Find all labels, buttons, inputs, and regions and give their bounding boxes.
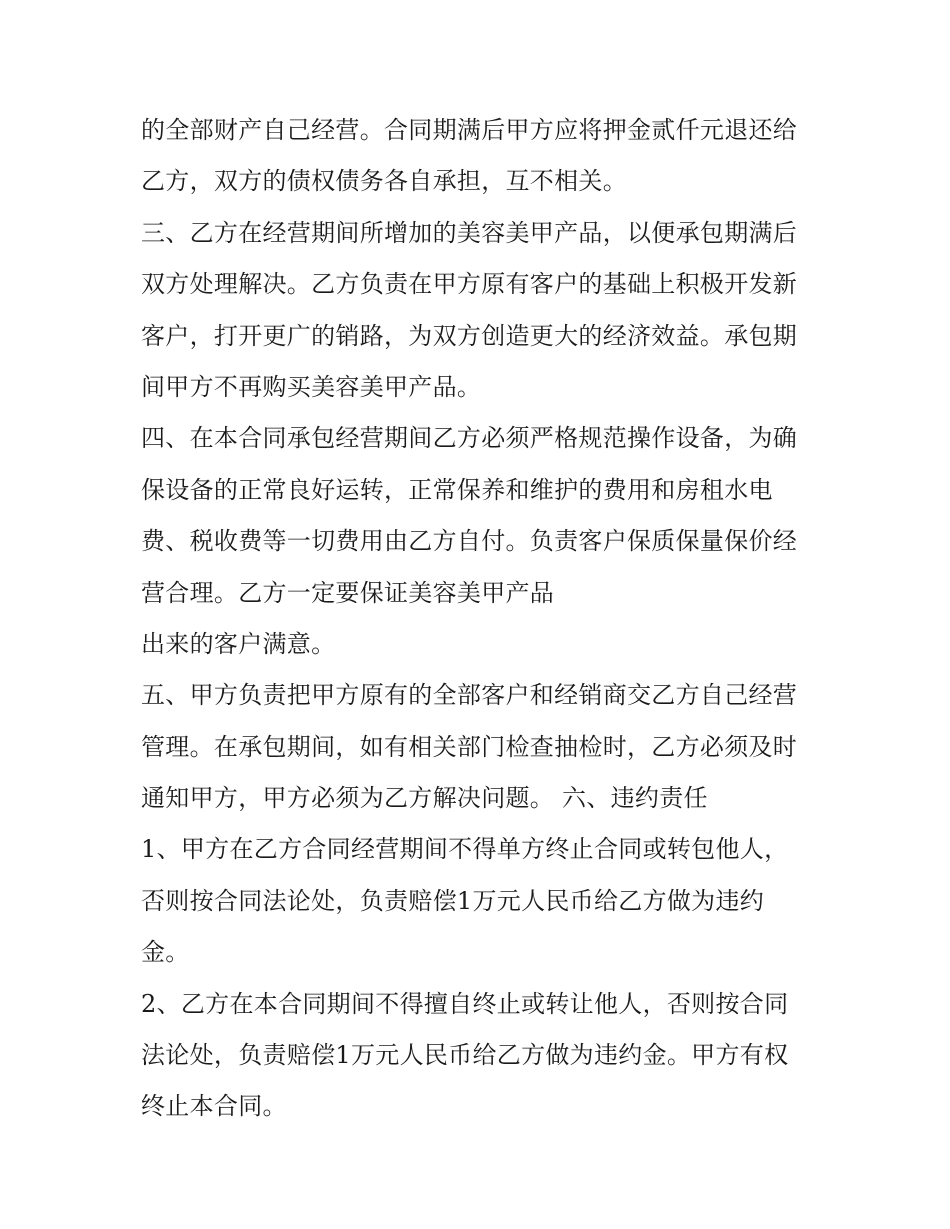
- clause-4-line: 四、在本合同承包经营期间乙方必须严格规范操作设备，为确: [141, 424, 798, 453]
- text-line: 乙方，双方的债权债务各自承担，互不相关。: [141, 167, 627, 196]
- text-line: 否则按合同法论处，负责赔偿1万元人民币给乙方做为违约: [141, 886, 765, 915]
- contract-text-body: [141, 105, 821, 1133]
- text-line: 出来的客户满意。: [141, 629, 336, 658]
- text-line: 保设备的正常良好运转，正常保养和维护的费用和房租水电: [141, 475, 773, 504]
- liability-item-1-line: 1、甲方在乙方合同经营期间不得单方终止合同或转包他人，: [141, 835, 789, 864]
- text-line: 客户，打开更广的销路，为双方创造更大的经济效益。承包期: [141, 321, 798, 350]
- text-line: 的全部财产自己经营。合同期满后甲方应将押金贰仟元退还给: [141, 116, 798, 144]
- liability-item-2-line: 2、乙方在本合同期间不得擅自终止或转让他人，否则按合同: [141, 989, 789, 1018]
- text-line: 法论处，负责赔偿1万元人民币给乙方做为违约金。甲方有权: [141, 1041, 789, 1070]
- text-line: 营合理。乙方一定要保证美容美甲产品: [141, 578, 555, 607]
- text-line: 双方处理解决。乙方负责在甲方原有客户的基础上积极开发新: [141, 270, 798, 299]
- text-line: 金。: [141, 938, 190, 967]
- text-line: 间甲方不再购买美容美甲产品。: [141, 372, 482, 401]
- clause-5-line: 五、甲方负责把甲方原有的全部客户和经销商交乙方自己经营: [141, 681, 798, 710]
- clause-6-heading-line: 通知甲方，甲方必须为乙方解决问题。 六、违约责任: [141, 784, 708, 813]
- text-line: 终止本合同。: [141, 1092, 287, 1121]
- text-line: 管理。在承包期间，如有相关部门检查抽检时，乙方必须及时: [141, 732, 798, 761]
- text-line: 费、税收费等一切费用由乙方自付。负责客户保质保量保价经: [141, 527, 798, 556]
- clause-3-line: 三、乙方在经营期间所增加的美容美甲产品，以便承包期满后: [141, 218, 798, 247]
